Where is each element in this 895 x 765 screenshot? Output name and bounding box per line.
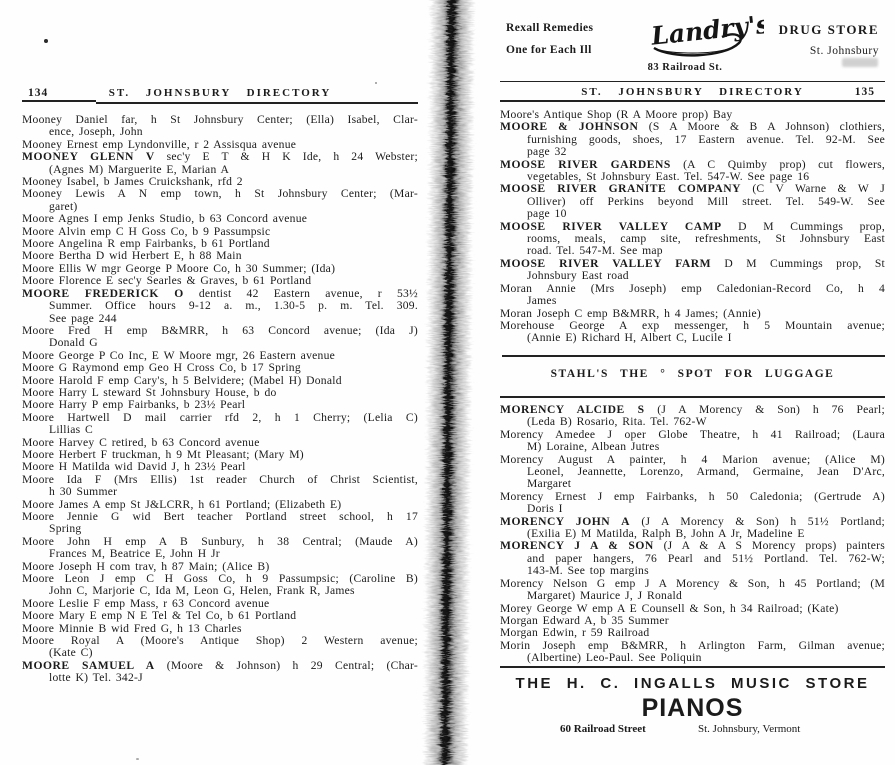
directory-entry-line: Olliver) off Perkins beyond Mill street. Tel. 549-W. See <box>527 194 885 208</box>
directory-entry-line: lotte K) Tel. 342-J <box>49 671 143 685</box>
directory-entry-line: Moore George P Co Inc, E W Moore mgr, 26 Eastern avenue <box>22 348 336 362</box>
ad-address: 83 Railroad St. <box>647 62 723 73</box>
directory-entry-line: MOOSE RIVER GARDENS (A C Quimby prop) cut flowers, <box>500 157 885 171</box>
ad-tagline-2: One for Each Ill <box>506 44 592 56</box>
directory-entry-line: MOORE SAMUEL A (Moore & Johnson) h 29 Central; (Char- <box>22 658 418 672</box>
directory-entry-line: MORENCY J A & SON (J A & A S Morency props) painters <box>500 539 886 553</box>
stahls-banner: STAHL'S THE ° SPOT FOR LUGGAGE <box>550 368 835 380</box>
directory-entry-line: Donald G <box>49 336 98 350</box>
ad-store-line1: DRUG STORE <box>778 22 879 37</box>
ingalls-product: PIANOS <box>641 694 744 722</box>
directory-entry-line: Morency Nelson G emp J A Morency & Son, h 45 Portland; (M <box>500 576 885 590</box>
directory-entry-line: MOORE & JOHNSON (S A Moore & B A Johnson) clothiers, <box>500 120 886 134</box>
directory-entry-line: page 32 <box>527 145 567 159</box>
ink-speck <box>44 39 48 43</box>
rule-above-bottom-ad <box>500 666 885 668</box>
directory-entry-line: Morey George W emp A E Counsell & Son, h 34 Railroad; (Kate) <box>500 601 839 615</box>
ad-store-name <box>779 22 879 57</box>
ad-store-line2: St. Johnsbury <box>809 45 879 57</box>
directory-entry-line: MOOSE RIVER GRANITE COMPANY (C V Warne & W J <box>500 182 885 196</box>
directory-entry-line: Moore Fred H emp B&MRR, h 63 Concord avenue; (Ida J) <box>22 323 418 337</box>
book-gutter-shadow <box>415 0 485 765</box>
directory-entry-line: Moore Bertha D wid Herbert E, h 88 Main <box>22 249 242 263</box>
directory-entry-line: MOONEY GLENN V sec'y E T & H K Ide, h 24 Webster; <box>22 150 419 164</box>
left-page <box>22 0 418 765</box>
directory-entry-line: Moore Angelina R emp Fairbanks, b 61 Portland <box>22 237 270 251</box>
ad-tagline-1: Rexall Remedies <box>506 22 594 34</box>
directory-entry-line: Summer. Office hours 9-12 a. m., 1.30-5 p. m. Tel. 309. <box>49 299 418 313</box>
faded-print-smudge <box>842 58 878 67</box>
right-page <box>500 0 885 765</box>
directory-entry-line: road. Tel. 547-M. See map <box>527 244 663 258</box>
directory-entry-line: Moore Leon J emp C H Goss Co, h 9 Passumpsic; (Caroline B) <box>22 572 418 586</box>
directory-entry-line: John C, Marjorie C, Ida M, Leon G, Helen, Frank R, James <box>49 584 355 598</box>
right-running-head <box>500 86 885 98</box>
directory-entry-line: Morency August A painter, h 4 Marion avenue; (Alice M) <box>500 452 885 466</box>
directory-entry-line: M) Loraine, Albean Jutres <box>527 440 660 454</box>
directory-entry-line: Moore Mary E emp N E Tel & Tel Co, b 61 Portland <box>22 609 297 623</box>
directory-entry-line: vegetables, St Johnsbury East. Tel. 547-W. See page 16 <box>527 170 810 184</box>
directory-entry-line: 143-M. See top margins <box>527 564 649 578</box>
directory-entry-line: MORENCY JOHN A (J A Morency & Son) h 51½ Portland; <box>500 514 885 528</box>
directory-entry-line: MOOSE RIVER VALLEY FARM D M Cummings prop, St <box>500 256 885 270</box>
directory-entry-line: Moore G Raymond emp Geo H Cross Co, b 17 Spring <box>22 361 301 375</box>
directory-entry-line: furnishing goods, shoes, 17 Eastern avenue. Tel. 92-M. See <box>527 132 885 146</box>
directory-entry-line: h 30 Summer <box>49 485 118 499</box>
directory-entry-line: (Agnes M) Marguerite E, Marian A <box>49 162 230 176</box>
directory-entry-line: Moore Alvin emp C H Goss Co, b 9 Passumpsic <box>22 224 271 238</box>
directory-entry-line: Moore Harold F emp Cary's, h 5 Belvidere; (Mabel H) Donald <box>22 373 342 387</box>
left-header-title: ST. JOHNSBURY DIRECTORY <box>108 87 332 99</box>
directory-entry-line: Mooney Isabel, b James Cruickshank, rfd 2 <box>22 175 243 189</box>
directory-entry-line: Moore's Antique Shop (R A Moore prop) Bay <box>500 108 733 121</box>
header-rule-long <box>96 102 418 104</box>
directory-entry-line: Johnsbury East road <box>527 269 629 283</box>
ingalls-address-right: St. Johnsbury, Vermont <box>698 723 801 735</box>
directory-entry-line: Morehouse George A exp messenger, h 5 Mountain avenue; <box>500 318 885 332</box>
directory-entry-line: Moore Leslie F emp Mass, r 63 Concord avenue <box>22 596 270 610</box>
rule-below-header <box>500 100 885 102</box>
directory-entry-line: Margaret <box>527 477 572 491</box>
directory-entry-line: Moore Royal A (Moore's Antique Shop) 2 Western avenue; <box>22 634 418 648</box>
directory-entry-line: Moore Harry P emp Fairbanks, b 23½ Pearl <box>22 398 246 412</box>
directory-entry-line: James <box>527 294 557 308</box>
logo-flourish-icon <box>638 12 764 62</box>
directory-entry-line: page 10 <box>527 207 567 221</box>
directory-entry-line: Moran Joseph C emp B&MRR, h 4 James; (Annie) <box>500 306 761 320</box>
directory-entry-line: MOORE FREDERICK O dentist 42 Eastern avenue, r 53½ <box>22 286 418 300</box>
rule-above-banner <box>502 355 885 357</box>
directory-entry-line: Moore Ellis W mgr George P Moore Co, h 30 Summer; (Ida) <box>22 261 336 275</box>
directory-entry-line: and paper hangers, 76 Pearl and 51½ Portland. Tel. 762-W; <box>527 551 885 565</box>
directory-entry-line: Moore Herbert F truckman, h 9 Mt Pleasant; (Mary M) <box>22 447 304 461</box>
ingalls-store-name: THE H. C. INGALLS MUSIC STORE <box>515 675 870 692</box>
directory-entry-line: MOOSE RIVER VALLEY CAMP D M Cummings prop, <box>500 219 885 233</box>
directory-entry-line: Frances M, Beatrice E, John H Jr <box>49 547 220 561</box>
rule-below-banner <box>500 396 885 398</box>
directory-entry-line: Moore Ida F (Mrs Ellis) 1st reader Church of Christ Scientist, <box>22 472 418 486</box>
right-directory-listing-2 <box>500 404 885 665</box>
directory-entry-line: (Exilia E) M Matilda, Ralph B, John A Jr, Madeline E <box>527 527 805 541</box>
left-page-number: 134 <box>28 87 49 99</box>
directory-entry-line: (Leda B) Rosario, Rita. Tel. 762-W <box>527 415 707 429</box>
directory-entry-line: ence, Joseph, John <box>49 125 143 139</box>
directory-entry-line: Moran Annie (Mrs Joseph) emp Caledonian-Record Co, h 4 <box>500 281 885 295</box>
directory-entry-line: Mooney Ernest emp Lyndonville, r 2 Assisqua avenue <box>22 137 297 151</box>
directory-entry-line: Moore Jennie G wid Bert teacher Portland street school, h 17 <box>22 510 418 523</box>
directory-entry-line: Moore Agnes I emp Jenks Studio, b 63 Concord avenue <box>22 212 308 226</box>
left-directory-listing <box>22 114 418 685</box>
directory-entry-line: Moore Hartwell D mail carrier rfd 2, h 1 Cherry; (Lelia C) <box>22 410 418 424</box>
directory-entry-line: Morin Joseph emp B&MRR, h Arlington Farm, Gilman avenue; <box>500 638 885 652</box>
directory-entry-line: Doris I <box>527 502 563 516</box>
directory-entry-line: (Annie E) Richard H, Albert C, Lucile I <box>527 331 732 345</box>
right-header-title: ST. JOHNSBURY DIRECTORY <box>581 86 804 98</box>
directory-entry-line: Mooney Lewis A N emp town, h St Johnsbury Center; (Mar- <box>22 187 418 201</box>
directory-entry-line: (Kate C) <box>49 646 93 660</box>
directory-entry-line: MORENCY ALCIDE S (J A Morency & Son) h 76 Pearl; <box>500 403 885 416</box>
directory-entry-line: Moore H Matilda wid David J, h 23½ Pearl <box>22 460 246 474</box>
directory-entry-line: Moore Harry L steward St Johnsbury House, b do <box>22 385 277 399</box>
left-running-head <box>22 87 418 99</box>
right-directory-listing-1 <box>500 109 885 345</box>
directory-entry-line: Leonel, Jeannette, Lorenzo, Armand, Germaine, Jean D'Arc, <box>527 465 885 479</box>
directory-entry-line: Margaret) Maurice J, J Ronald <box>527 589 683 603</box>
directory-entry-line: Morgan Edward A, b 35 Summer <box>500 613 669 627</box>
directory-entry-line: Moore Minnie B wid Fred G, h 13 Charles <box>22 621 242 635</box>
directory-entry-line: garet) <box>49 199 78 213</box>
ink-speck <box>136 758 139 760</box>
directory-entry-line: Moore Harvey C retired, b 63 Concord avenue <box>22 435 260 449</box>
directory-entry-line: Mooney Daniel far, h St Johnsbury Center; (Ella) Isabel, Clar- <box>22 113 418 126</box>
right-page-number: 135 <box>854 86 875 98</box>
header-rule-short <box>22 100 96 102</box>
directory-entry-line: Moore Florence E sec'y Searles & Graves, b 61 Portland <box>22 274 312 288</box>
ink-speck <box>375 82 377 84</box>
directory-entry-line: Morency Ernest J emp Fairbanks, h 50 Caledonia; (Gertrude A) <box>500 489 885 503</box>
directory-entry-line: See page 244 <box>49 311 117 325</box>
directory-entry-line: (Albertine) Leo-Paul. See Poliquin <box>527 651 702 665</box>
svg-text:Landry's: Landry's <box>649 12 764 51</box>
directory-entry-line: rooms, meals, camp site, refreshments, St Johnsbury East <box>527 232 885 246</box>
ingalls-address-left: 60 Railroad Street <box>560 723 646 735</box>
landrys-script-logo <box>638 12 764 62</box>
directory-entry-line: Spring <box>49 522 82 536</box>
directory-entry-line: Morency Amedee J oper Globe Theatre, h 41 Railroad; (Laura <box>500 427 885 441</box>
directory-entry-line: Moore John H emp A B Sunbury, h 38 Central; (Maude A) <box>22 534 418 548</box>
rule-above-header <box>500 81 885 82</box>
directory-entry-line: Moore James A emp St J&LCRR, h 61 Portland; (Elizabeth E) <box>22 497 342 511</box>
directory-entry-line: Moore Joseph H com trav, h 87 Main; (Alice B) <box>22 559 270 573</box>
directory-entry-line: Lillias C <box>49 423 94 437</box>
directory-entry-line: Morgan Edwin, r 59 Railroad <box>500 626 650 640</box>
